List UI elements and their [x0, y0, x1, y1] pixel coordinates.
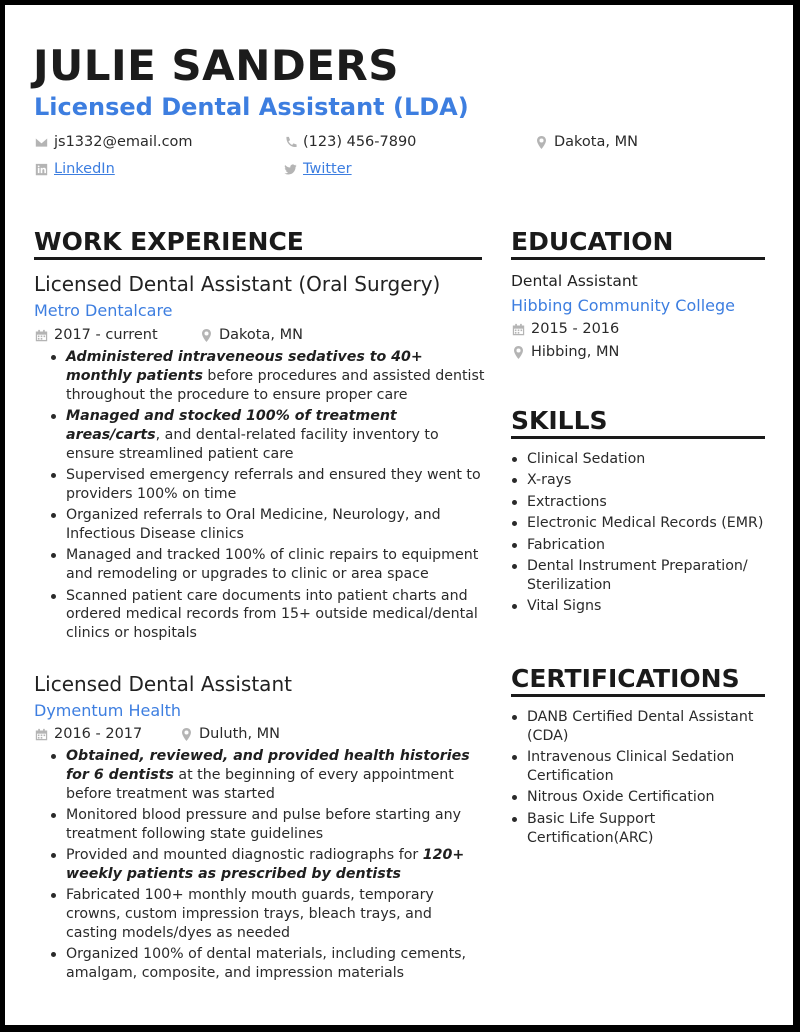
list-item: Fabrication	[495, 536, 775, 555]
education-dates-text: 2015 - 2016	[531, 321, 620, 337]
linkedin-link[interactable]: LinkedIn	[54, 161, 115, 177]
phone-text: (123) 456-7890	[303, 134, 417, 150]
job-role: Licensed Dental Assistant (Oral Surgery)	[34, 272, 441, 296]
certifications-heading: CERTIFICATIONS	[511, 664, 765, 697]
job-location	[200, 327, 303, 343]
job-dates	[35, 327, 158, 343]
twitter-icon	[284, 163, 297, 176]
job-bullets	[34, 348, 486, 646]
list-item: Clinical Sedation	[495, 450, 775, 469]
list-item: Basic Life Support Certification(ARC)	[495, 810, 775, 848]
list-item: X-rays	[495, 471, 775, 490]
education-school: Hibbing Community College	[511, 296, 735, 315]
map-pin-icon	[535, 136, 548, 149]
contact-email	[35, 134, 193, 150]
list-item: Obtained, reviewed, and provided health histories for 6 dentists at the beginning of every appointment before treatment was started	[34, 747, 486, 803]
job-company: Metro Dentalcare	[34, 301, 173, 320]
envelope-icon	[35, 136, 48, 149]
contact-linkedin	[35, 161, 115, 177]
calendar-icon	[35, 728, 48, 741]
list-item: Scanned patient care documents into patient charts and ordered medical records from 15+ outside medical/dental clinics or hospitals	[34, 587, 486, 643]
list-item: Nitrous Oxide Certification	[495, 788, 775, 807]
job-role: Licensed Dental Assistant	[34, 672, 292, 696]
location-text: Dakota, MN	[554, 134, 638, 150]
job-bullets	[34, 747, 486, 986]
list-item: DANB Certified Dental Assistant (CDA)	[495, 708, 775, 746]
education-degree: Dental Assistant	[511, 272, 638, 290]
list-item: Extractions	[495, 493, 775, 512]
resume-page	[5, 5, 793, 1025]
contact-phone	[284, 134, 416, 150]
education-location	[512, 344, 619, 360]
map-pin-icon	[512, 346, 525, 359]
work-experience-heading: WORK EXPERIENCE	[34, 227, 482, 260]
list-item: Dental Instrument Preparation/ Sterilization	[495, 557, 775, 595]
list-item: Organized 100% of dental materials, including cements, amalgam, composite, and impression materials	[34, 945, 486, 983]
calendar-icon	[512, 323, 525, 336]
candidate-name: JULIE SANDERS	[33, 41, 399, 90]
education-heading: EDUCATION	[511, 227, 765, 260]
email-text: js1332@email.com	[54, 134, 193, 150]
linkedin-icon	[35, 163, 48, 176]
list-item: Provided and mounted diagnostic radiographs for 120+ weekly patients as prescribed by dentists	[34, 846, 486, 884]
certifications-list	[495, 708, 775, 850]
job-dates	[35, 726, 142, 742]
list-item: Organized referrals to Oral Medicine, Neurology, and Infectious Disease clinics	[34, 506, 486, 544]
candidate-title: Licensed Dental Assistant (LDA)	[34, 93, 469, 121]
map-pin-icon	[200, 329, 213, 342]
skills-heading: SKILLS	[511, 406, 765, 439]
phone-icon	[284, 136, 297, 149]
skills-list	[495, 450, 775, 619]
list-item: Administered intraveneous sedatives to 40+ monthly patients before procedures and assisted dentist throughout the procedure to ensure proper care	[34, 348, 486, 404]
education-dates	[512, 321, 619, 337]
list-item: Electronic Medical Records (EMR)	[495, 514, 775, 533]
list-item: Managed and stocked 100% of treatment areas/carts, and dental-related facility inventory to ensure streamlined patient care	[34, 407, 486, 463]
list-item: Managed and tracked 100% of clinic repairs to equipment and remodeling or upgrades to clinic or area space	[34, 546, 486, 584]
twitter-link[interactable]: Twitter	[303, 161, 352, 177]
list-item: Monitored blood pressure and pulse before starting any treatment following state guidelines	[34, 806, 486, 844]
job-dates-text: 2016 - 2017	[54, 726, 143, 742]
job-company: Dymentum Health	[34, 701, 181, 720]
contact-twitter	[284, 161, 352, 177]
list-item: Fabricated 100+ monthly mouth guards, temporary crowns, custom impression trays, bleach trays, and casting models/dyes as needed	[34, 886, 486, 942]
education-location-text: Hibbing, MN	[531, 344, 620, 360]
contact-location	[535, 134, 638, 150]
job-location	[180, 726, 280, 742]
list-item: Supervised emergency referrals and ensured they went to providers 100% on time	[34, 466, 486, 504]
job-location-text: Duluth, MN	[199, 726, 281, 742]
map-pin-icon	[180, 728, 193, 741]
list-item: Intravenous Clinical Sedation Certification	[495, 748, 775, 786]
job-dates-text: 2017 - current	[54, 327, 158, 343]
list-item: Vital Signs	[495, 597, 775, 616]
job-location-text: Dakota, MN	[219, 327, 303, 343]
calendar-icon	[35, 329, 48, 342]
